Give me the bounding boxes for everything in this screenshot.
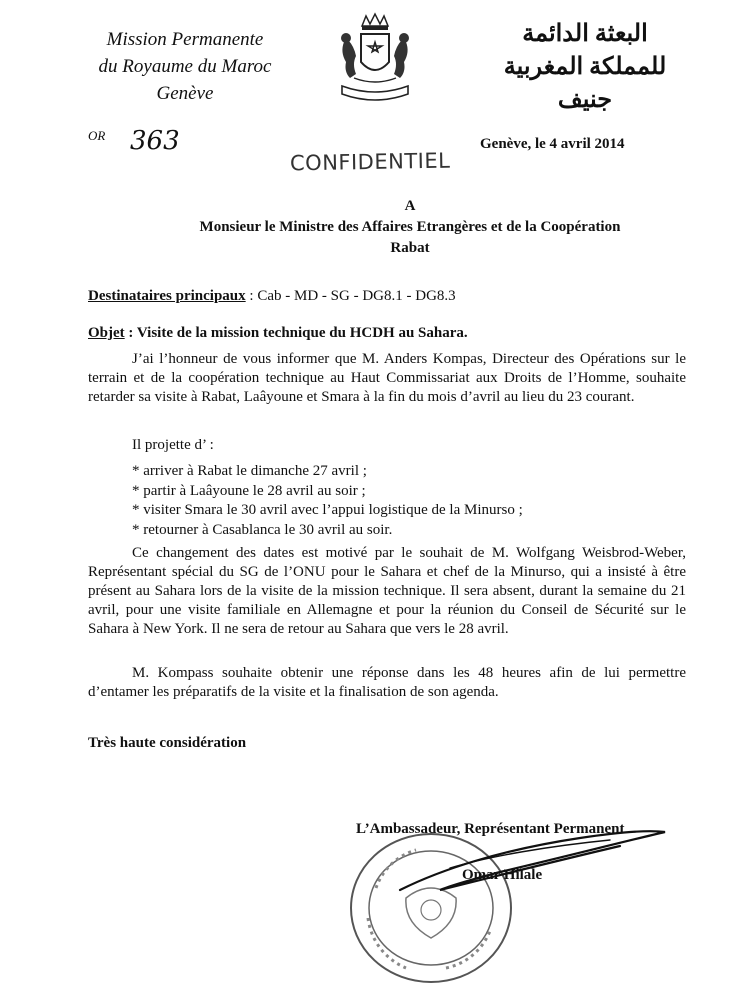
recipients-separator: : [245,288,258,304]
body-paragraph-3: Ce changement des dates est motivé par le souhait de M. Wolfgang Weisbrod-Weber, Représentant spécial du SG de l’ONU pour le Sahara et chef de la Minurso, qui a insisté à être présent au Sahara lors de la visite de la mission technique. Il sera absent, durant la semaine du 21 avril, pour une visite familiale en Allemagne et pour la réunion du Conseil de Sécurité sur le Sahara à New York. Il ne sera de retour au Sahara que vers le 28 avril. [88,545,686,637]
mission-header-ar-line1: البعثة الدائمة [522,21,648,47]
letter-date: Genève, le 4 avril 2014 [480,136,625,152]
body-paragraph-1: J’ai l’honneur de vous informer que M. Anders Kompas, Directeur des Opérations sur le terrain et de la coopération technique au Haut Commissariat aux Droits de l’Homme, souhaite retarder sa visite à Rabat, Laâyoune et Smara à la fin du mois d’avril au lieu du 23 courant. [88,351,686,405]
recipients-label: Destinataires principaux [88,288,246,304]
mission-header-ar [470,18,700,117]
recipients-line [88,288,456,305]
list-item: * retourner à Casablanca le 30 avril au soir. [132,521,393,538]
mission-header-ar-line3: جنيف [557,87,613,113]
signatory-title: L’Ambassadeur, Représentant Permanent [356,821,625,837]
itinerary-list [132,462,523,540]
recipients-value: Cab - MD - SG - DG8.1 - DG8.3 [257,288,456,304]
subject-label: Objet [88,325,125,341]
body-paragraph-4: M. Kompass souhaite obtenir une réponse dans les 48 heures afin de lui permettre d’entamer les préparatifs de la visite et la finalisation de son agenda. [88,665,686,700]
royal-coat-of-arms-icon [334,12,416,112]
reference-number: 363 [130,126,180,156]
addressee-prefix: A [404,198,416,214]
subject-separator: : [124,325,137,341]
handwritten-signature-icon [380,810,680,910]
subject-value: Visite de la mission technique du HCDH au Sahara. [136,325,468,341]
mission-header-fr [70,26,300,107]
closing-formula: Très haute considération [88,735,247,751]
addressee-block [90,196,730,259]
addressee-line2: Rabat [390,240,430,256]
mission-header-line3: Genève [156,83,214,104]
reference-label: OR [88,128,106,143]
signatory-name: Omar Hilale [462,867,543,883]
list-item: * visiter Smara le 30 avril avec l’appui logistique de la Minurso ; [132,502,523,519]
confidential-stamp: CONFIDENTIEL [289,148,451,176]
mission-header-ar-line2: للمملكة المغربية [503,54,667,80]
body-paragraph-2: Il projette d’ : [132,437,214,453]
subject-line [88,325,468,342]
mission-header-line1: Mission Permanente [106,29,264,50]
list-item: * arriver à Rabat le dimanche 27 avril ; [132,463,367,479]
mission-header-line2: du Royaume du Maroc [98,56,272,77]
addressee-line1: Monsieur le Ministre des Affaires Etrangères et de la Coopération [199,219,621,235]
list-item: * partir à Laâyoune le 28 avril au soir ; [132,482,366,499]
